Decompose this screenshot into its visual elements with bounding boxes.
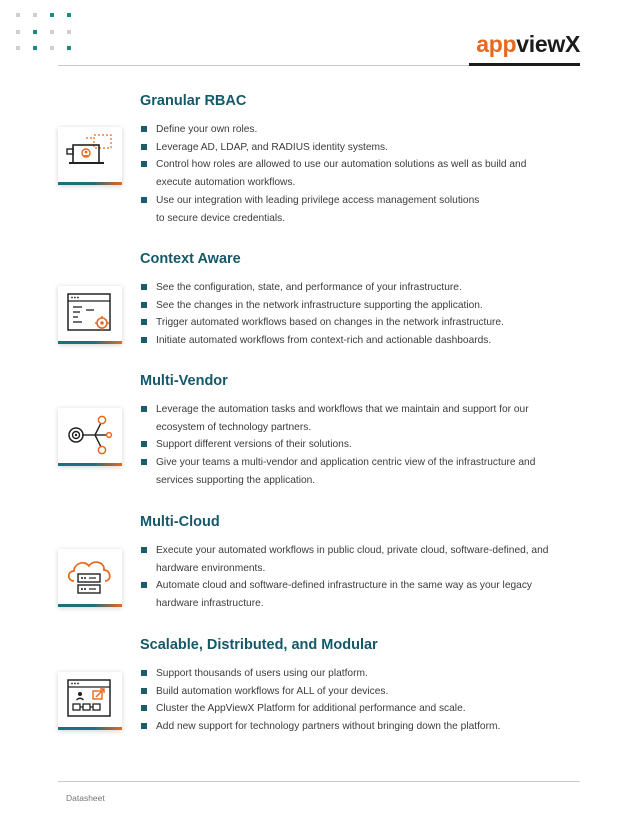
header-divider [58, 65, 469, 66]
feature-list [140, 665, 560, 736]
list-item-text: Initiate automated workflows from context-rich and actionable dashboards. [156, 335, 492, 347]
square-bullet-icon [141, 319, 147, 325]
square-bullet-icon [141, 144, 147, 150]
list-item [140, 454, 560, 489]
list-item-text: Trigger automated workflows based on changes in the network infrastructure. [156, 317, 504, 329]
list-item [140, 577, 560, 612]
list-item-text: Control how roles are allowed to use our automation solutions as well as build and execute automation workflows. [156, 159, 527, 189]
list-item [140, 718, 560, 736]
list-item-text: See the changes in the network infrastructure supporting the application. [156, 299, 483, 311]
browser-workflow-icon [64, 677, 116, 721]
square-bullet-icon [141, 302, 147, 308]
list-item [140, 121, 560, 139]
list-item [140, 436, 560, 454]
list-item-text: Automate cloud and software-defined infrastructure in the same way as your legacy hardware infrastructure. [156, 580, 533, 610]
list-item [140, 314, 560, 332]
square-bullet-icon [141, 670, 147, 676]
square-bullet-icon [141, 197, 147, 203]
icon-card-accent-bar [58, 727, 122, 730]
square-bullet-icon [141, 723, 147, 729]
square-bullet-icon [141, 705, 147, 711]
square-bullet-icon [141, 547, 147, 553]
list-item [140, 192, 560, 227]
list-item-text: Add new support for technology partners without bringing down the platform. [156, 721, 501, 733]
list-item [140, 665, 560, 683]
list-item-text: Leverage AD, LDAP, and RADIUS identity systems. [156, 141, 388, 153]
square-bullet-icon [141, 459, 147, 465]
section-title: Granular RBAC [140, 93, 247, 109]
feature-list [140, 279, 560, 350]
list-item [140, 156, 560, 191]
list-item-text: Support thousands of users using our platform. [156, 668, 368, 679]
section-title: Scalable, Distributed, and Modular [140, 637, 378, 653]
square-bullet-icon [141, 406, 147, 412]
network-nodes-icon [64, 413, 116, 457]
square-bullet-icon [141, 284, 147, 290]
square-bullet-icon [141, 688, 147, 694]
cloud-server-icon [64, 554, 116, 598]
square-bullet-icon [141, 441, 147, 447]
icon-card [58, 286, 122, 344]
logo-part-viewx: viewX [516, 31, 580, 57]
list-item [140, 683, 560, 701]
list-item-text: Build automation workflows for ALL of your devices. [156, 685, 389, 697]
section-title: Context Aware [140, 251, 241, 267]
list-item-text: Support different versions of their solutions. [156, 439, 352, 451]
appviewx-logo [476, 30, 580, 58]
square-bullet-icon [141, 337, 147, 343]
square-bullet-icon [141, 161, 147, 167]
icon-card [58, 549, 122, 607]
list-item-text: See the configuration, state, and performance of your infrastructure. [156, 282, 462, 293]
list-item [140, 297, 560, 315]
footer-label: Datasheet [66, 793, 105, 803]
logo-underline [469, 63, 580, 66]
icon-card-accent-bar [58, 604, 122, 607]
list-item-text: Execute your automated workflows in public cloud, private cloud, software-defined, and hardware environments. [156, 545, 549, 574]
list-item [140, 700, 560, 718]
list-item-text: Leverage the automation tasks and workflows that we maintain and support for our ecosystem of technology partners. [156, 404, 529, 433]
list-item [140, 401, 560, 436]
browser-config-icon [64, 291, 116, 335]
icon-card-accent-bar [58, 341, 122, 344]
square-bullet-icon [141, 126, 147, 132]
list-item [140, 542, 560, 577]
list-item-text: Use our integration with leading privilege access management solutions to secure device credentials. [156, 194, 480, 224]
footer-divider [58, 781, 580, 782]
icon-card [58, 408, 122, 466]
section-title: Multi-Cloud [140, 514, 220, 530]
list-item-text: Cluster the AppViewX Platform for additional performance and scale. [156, 703, 466, 715]
list-item-text: Define your own roles. [156, 124, 258, 135]
feature-list [140, 121, 560, 227]
icon-card-accent-bar [58, 463, 122, 466]
list-item [140, 139, 560, 157]
list-item [140, 279, 560, 297]
feature-list [140, 542, 560, 613]
square-bullet-icon [141, 582, 147, 588]
icon-card [58, 672, 122, 730]
icon-card-accent-bar [58, 182, 122, 185]
laptop-user-icon [64, 132, 116, 176]
decorative-dot-grid [16, 13, 76, 55]
feature-list [140, 401, 560, 490]
list-item-text: Give your teams a multi-vendor and application centric view of the infrastructure and services supporting the application. [156, 457, 536, 486]
list-item [140, 332, 560, 350]
icon-card [58, 127, 122, 185]
section-title: Multi-Vendor [140, 373, 228, 389]
logo-part-app: app [476, 31, 517, 57]
